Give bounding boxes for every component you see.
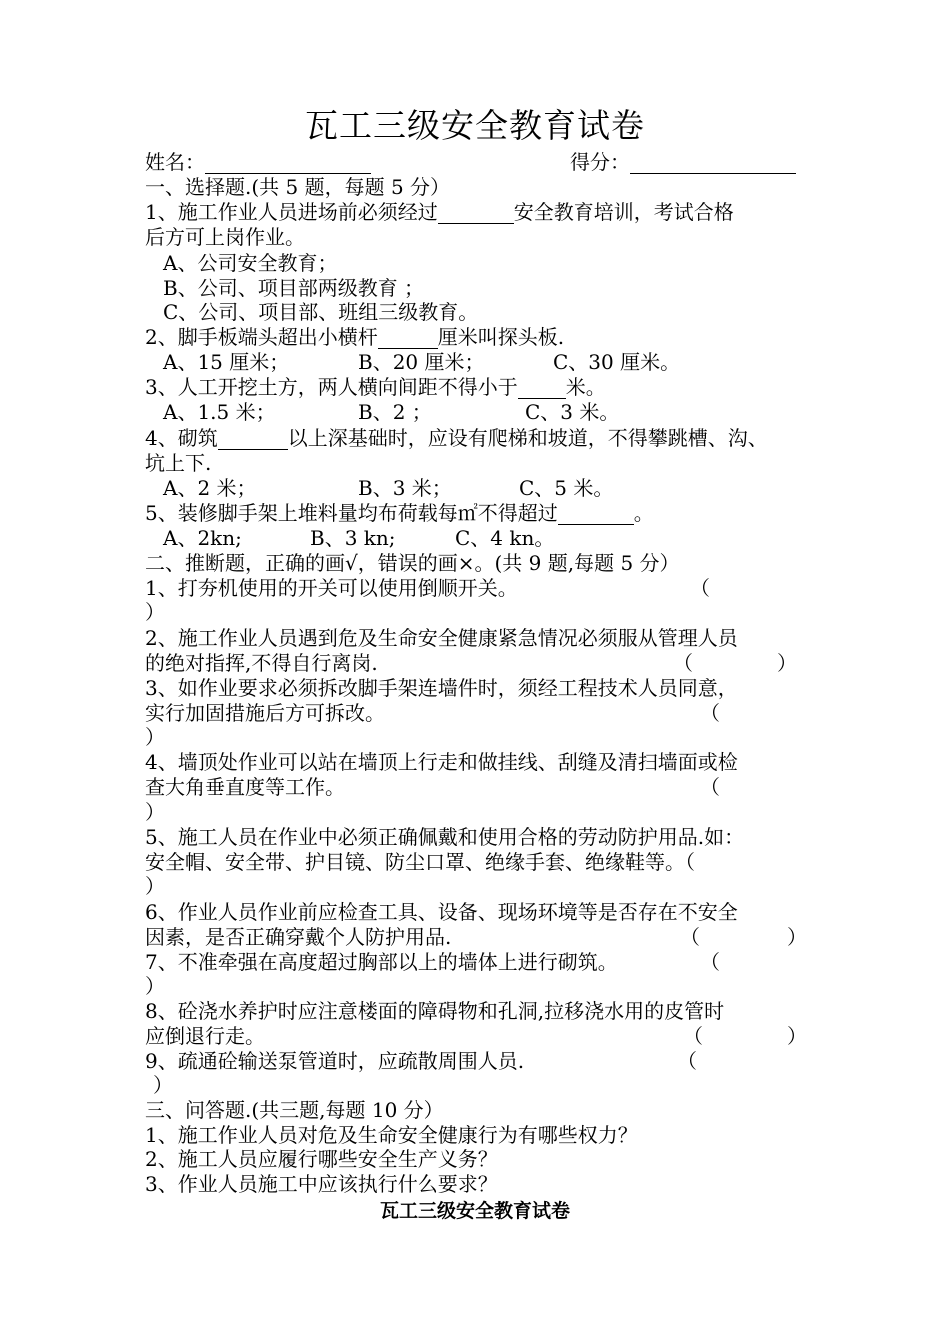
s2-q8-line1: 8、砼浇水养护时应注意楼面的障碍物和孔洞,拉移浇水用的皮管时 xyxy=(145,999,725,1023)
s2-q8-open[interactable]: （ xyxy=(683,1024,703,1048)
s2-q9: 9、疏通砼输送泵管道时，应疏散周围人员. （ xyxy=(145,1049,697,1073)
s2-q2-line2: 的绝对指挥,不得自行离岗. （ ） xyxy=(145,651,797,675)
s1-q1-opt-b: B、公司、项目部两级教育 ； xyxy=(163,276,425,300)
s2-q3-line1: 3、如作业要求必须拆改脚手架连墙件时，须经工程技术人员同意， xyxy=(145,676,738,700)
score-label: 得分： xyxy=(570,150,630,174)
s2-q4-line1: 4、墙顶处作业可以站在墙顶上行走和做挂线、刮缝及清扫墙面或检 xyxy=(145,750,738,774)
s3-q1: 1、施工作业人员对危及生命安全健康行为有哪些权力？ xyxy=(145,1123,638,1147)
s1-q1-line2: 后方可上岗作业。 xyxy=(145,225,305,249)
s2-q4-close: ） xyxy=(145,800,165,824)
exam-page: 瓦工三级安全教育试卷 姓名： 得分： 一、选择题.(共 5 题，每题 5 分） 1、施工作业人员进场前必须经过 安全教育培训，考试合格 后方可上岗作业。 A、公司安全教育； B、公司、项目部两级教育 ； C、公司、项目部、班组三级教育。 2、脚手板端头超出小横杆 厘米叫探头板. A、15 厘米； B、20 厘米； C、30 厘米。 3、人工开挖土方，两人横向间距不得小于 米。 A、1.5 米； B、2 ； C、3 米。 4、砌筑 以上深基础时，应设有爬梯和坡道，不得攀跳槽、沟、 坑上下. A、2 米； B、3 米； C、5 米。 5、装修脚手架上堆料量均布荷载每㎡不得超过 。 A、2kn; B、3 kn; C、4 kn。 二、推断题，正确的画√，错误的画×。(共 9 题,每题 5 分） 1、打夯机使用的开关可以使用倒顺开关。 （ ） 2、施工作业人员遇到危及生命安全健康紧急情况必须服从管理人员 的绝对指挥,不得自行离岗. （ ） 3、如作业要求必须拆改脚手架连墙件时，须经工程技术人员同意， 实行加固措施后方可拆改。 （ ） 4、墙顶处作业可以站在墙顶上行走和做挂线、刮缝及清扫墙面或检 查大角垂直度等工作。 （ ） 5、施工人员在作业中必须正确佩戴和使用合格的劳动防护用品.如： 安全帽、安全带、护目镜、防尘口罩、绝缘手套、绝缘鞋等。（ ） 6、作业人员作业前应检查工具、设备、现场环境等是否存在不安全 因素，是否正确穿戴个人防护用品. （ ） 7、不准牵强在高度超过胸部以上的墙体上进行砌筑。 （ ） 8、砼浇水养护时应注意楼面的障碍物和孔洞,拉移浇水用的皮管时 应倒退行走。 （ ） 9、疏通砼输送泵管道时，应疏散周围人员. （ ） 三、问答题.(共三题,每题 10 分） 1、施工作业人员对危及生命安全健康行为有哪些权力？ 2、施工人员应履行哪些安全生产义务？ 3、作业人员施工中应该执行什么要求？ 瓦工三级安全教育试卷 xyxy=(0,0,950,1344)
s2-q7-close: ） xyxy=(145,974,165,998)
s1-q2-blank[interactable] xyxy=(378,330,438,349)
s2-q5-line1: 5、施工人员在作业中必须正确佩戴和使用合格的劳动防护用品.如： xyxy=(145,825,745,849)
s1-q4-line2: 坑上下. xyxy=(145,451,212,475)
page-title: 瓦工三级安全教育试卷 xyxy=(305,106,645,145)
s2-q6-line2: 因素，是否正确穿戴个人防护用品. （ ） xyxy=(145,925,807,949)
s1-q1-blank[interactable] xyxy=(438,205,514,224)
s1-q4-line1: 4、砌筑 以上深基础时，应设有爬梯和坡道，不得攀跳槽、沟、 xyxy=(145,426,768,450)
s2-q9-open[interactable]: （ xyxy=(677,1049,697,1073)
s1-q2: 2、脚手板端头超出小横杆 厘米叫探头板. xyxy=(145,325,565,349)
s3-q3: 3、作业人员施工中应该执行什么要求？ xyxy=(145,1172,498,1196)
s2-q7: 7、不准牵强在高度超过胸部以上的墙体上进行砌筑。 （ xyxy=(145,950,720,974)
name-label: 姓名： xyxy=(145,150,205,174)
s2-q1-open[interactable]: （ xyxy=(690,576,710,600)
s1-q5: 5、装修脚手架上堆料量均布荷载每㎡不得超过 。 xyxy=(145,501,654,525)
s1-q5-blank[interactable] xyxy=(558,506,634,525)
s2-q6-open[interactable]: （ xyxy=(680,925,700,949)
s2-q7-open[interactable]: （ xyxy=(700,950,720,974)
s1-q3-blank[interactable] xyxy=(518,380,566,399)
section1-heading: 一、选择题.(共 5 题，每题 5 分） xyxy=(145,175,451,199)
score-field xyxy=(570,150,796,174)
s1-q1-opt-a: A、公司安全教育； xyxy=(163,251,338,275)
s1-q3: 3、人工开挖土方，两人横向间距不得小于 米。 xyxy=(145,375,606,399)
s2-q1-close: ） xyxy=(145,600,165,624)
s2-q6-line1: 6、作业人员作业前应检查工具、设备、现场环境等是否存在不安全 xyxy=(145,900,738,924)
s2-q3-open[interactable]: （ xyxy=(700,701,720,725)
s3-q2: 2、施工人员应履行哪些安全生产义务？ xyxy=(145,1147,498,1171)
header-row xyxy=(145,150,825,174)
s2-q9-close: ） xyxy=(153,1073,173,1097)
s2-q1: 1、打夯机使用的开关可以使用倒顺开关。 （ xyxy=(145,576,710,600)
s2-q6-close: ） xyxy=(787,925,807,949)
section3-heading: 三、问答题.(共三题,每题 10 分） xyxy=(145,1098,444,1122)
s2-q8-close: ） xyxy=(787,1024,807,1048)
s2-q3-line2: 实行加固措施后方可拆改。 （ xyxy=(145,701,720,725)
s2-q5-line2: 安全帽、安全带、护目镜、防尘口罩、绝缘手套、绝缘鞋等。（ xyxy=(145,850,695,874)
score-blank[interactable] xyxy=(630,153,796,174)
s2-q2-close: ） xyxy=(777,651,797,675)
s2-q3-close: ） xyxy=(145,725,165,749)
s2-q2-open[interactable]: （ xyxy=(673,651,693,675)
s1-q1-line1: 1、施工作业人员进场前必须经过 安全教育培训，考试合格 xyxy=(145,200,734,224)
s1-q4-blank[interactable] xyxy=(218,431,288,450)
footer-title: 瓦工三级安全教育试卷 xyxy=(379,1200,570,1222)
section2-heading: 二、推断题，正确的画√，错误的画×。(共 9 题,每题 5 分） xyxy=(145,551,680,575)
s2-q4-line2: 查大角垂直度等工作。 （ xyxy=(145,775,720,799)
name-blank[interactable] xyxy=(205,153,371,174)
s2-q8-line2: 应倒退行走。 （ ） xyxy=(145,1024,807,1048)
s2-q4-open[interactable]: （ xyxy=(700,775,720,799)
s2-q5-close: ） xyxy=(145,874,165,898)
s1-q1-opt-c: C、公司、项目部、班组三级教育。 xyxy=(163,300,479,324)
s2-q2-line1: 2、施工作业人员遇到危及生命安全健康紧急情况必须服从管理人员 xyxy=(145,626,738,650)
